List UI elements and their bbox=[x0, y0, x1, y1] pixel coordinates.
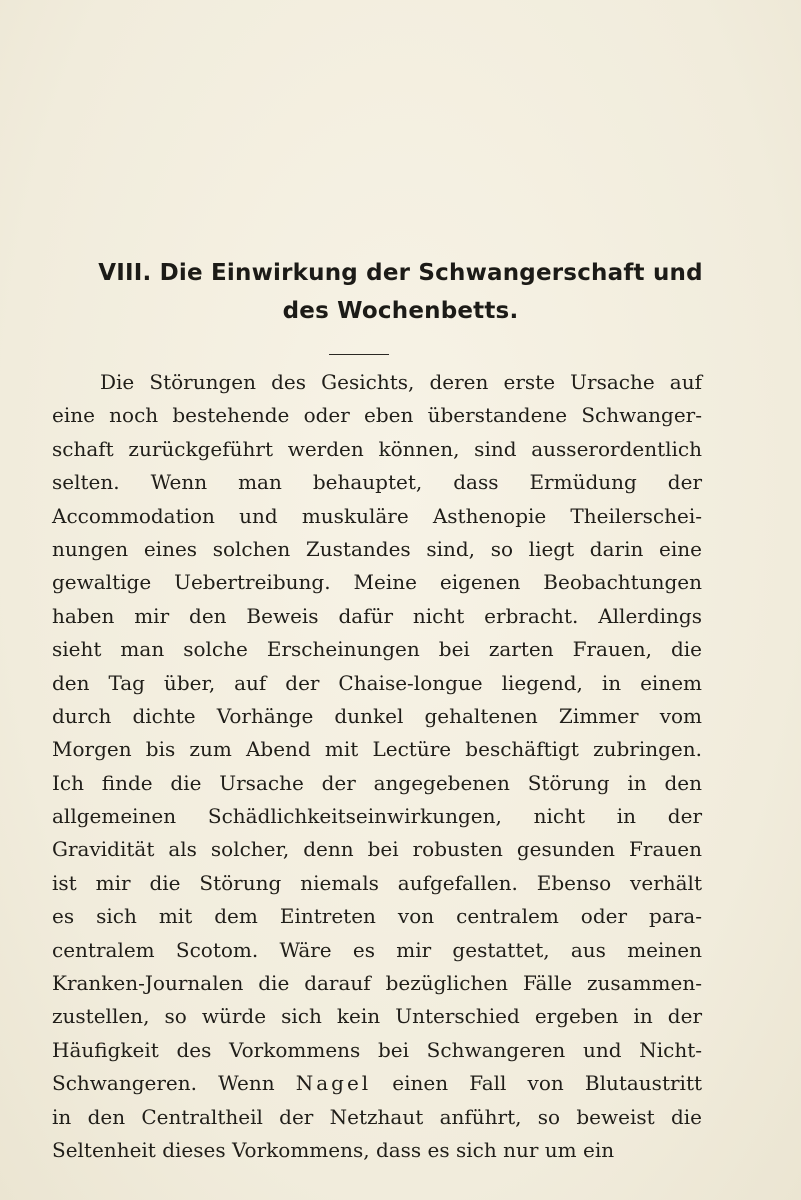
text-segment: Schwangeren. Wenn bbox=[52, 1071, 275, 1096]
text-line: selten. Wenn man behauptet, dass Ermüdung der bbox=[52, 470, 702, 495]
text-line: zustellen, so würde sich kein Unterschied ergeben in der bbox=[52, 1004, 702, 1029]
text-line: Die Störungen des Gesichts, deren erste Ursache auf bbox=[100, 370, 702, 394]
chapter-title-line-1: VIII. Die Einwirkung der Schwangerschaft und bbox=[98, 260, 703, 286]
text-line-with-author bbox=[52, 1067, 702, 1100]
text-line: den Tag über, auf der Chaise-longue liegend, in einem bbox=[52, 670, 702, 695]
text-line: nungen eines solchen Zustandes sind, so liegt darin eine bbox=[52, 536, 702, 561]
text-line: eine noch bestehende oder eben überstandene Schwanger- bbox=[52, 403, 702, 428]
text-line: centralem Scotom. Wäre es mir gestattet, aus meinen bbox=[52, 937, 702, 962]
text-line: sieht man solche Erscheinungen bei zarten Frauen, die bbox=[52, 637, 702, 662]
text-line: Morgen bis zum Abend mit Lectüre beschäftigt zubringen. bbox=[52, 737, 702, 762]
text-line: haben mir den Beweis dafür nicht erbracht. Allerdings bbox=[52, 603, 702, 628]
text-line: Kranken-Journalen die darauf bezüglichen Fälle zusammen- bbox=[52, 971, 702, 996]
text-line: Gravidität als solcher, denn bei robusten gesunden Frauen bbox=[52, 837, 702, 862]
text-line: allgemeinen Schädlichkeitseinwirkungen, nicht in der bbox=[52, 804, 702, 829]
body-paragraph bbox=[52, 366, 702, 1167]
text-line: es sich mit dem Eintreten von centralem oder para- bbox=[52, 904, 702, 929]
text-line: Häufigkeit des Vorkommens bei Schwangeren und Nicht- bbox=[52, 1037, 702, 1062]
text-line: Ich finde die Ursache der angegebenen Störung in den bbox=[52, 770, 702, 795]
text-segment: einen Fall von Blutaustritt bbox=[392, 1071, 703, 1096]
text-line: ist mir die Störung niemals aufgefallen. Ebenso verhält bbox=[52, 870, 702, 895]
text-line: gewaltige Uebertreibung. Meine eigenen Beobachtungen bbox=[52, 570, 702, 595]
text-line: Seltenheit dieses Vorkommens, dass es sich nur um ein bbox=[52, 1137, 615, 1162]
title-divider bbox=[329, 354, 389, 355]
text-line: in den Centraltheil der Netzhaut anführt, so beweist die bbox=[52, 1104, 702, 1129]
text-line: schaft zurückgeführt werden können, sind ausserordentlich bbox=[52, 436, 702, 461]
text-line: durch dichte Vorhänge dunkel gehaltenen Zimmer vom bbox=[52, 703, 702, 728]
author-name: Nagel bbox=[295, 1071, 372, 1096]
text-line: Accommodation und muskuläre Asthenopie Theilerschei- bbox=[52, 503, 702, 528]
chapter-title-line-2: des Wochenbetts. bbox=[282, 298, 519, 324]
